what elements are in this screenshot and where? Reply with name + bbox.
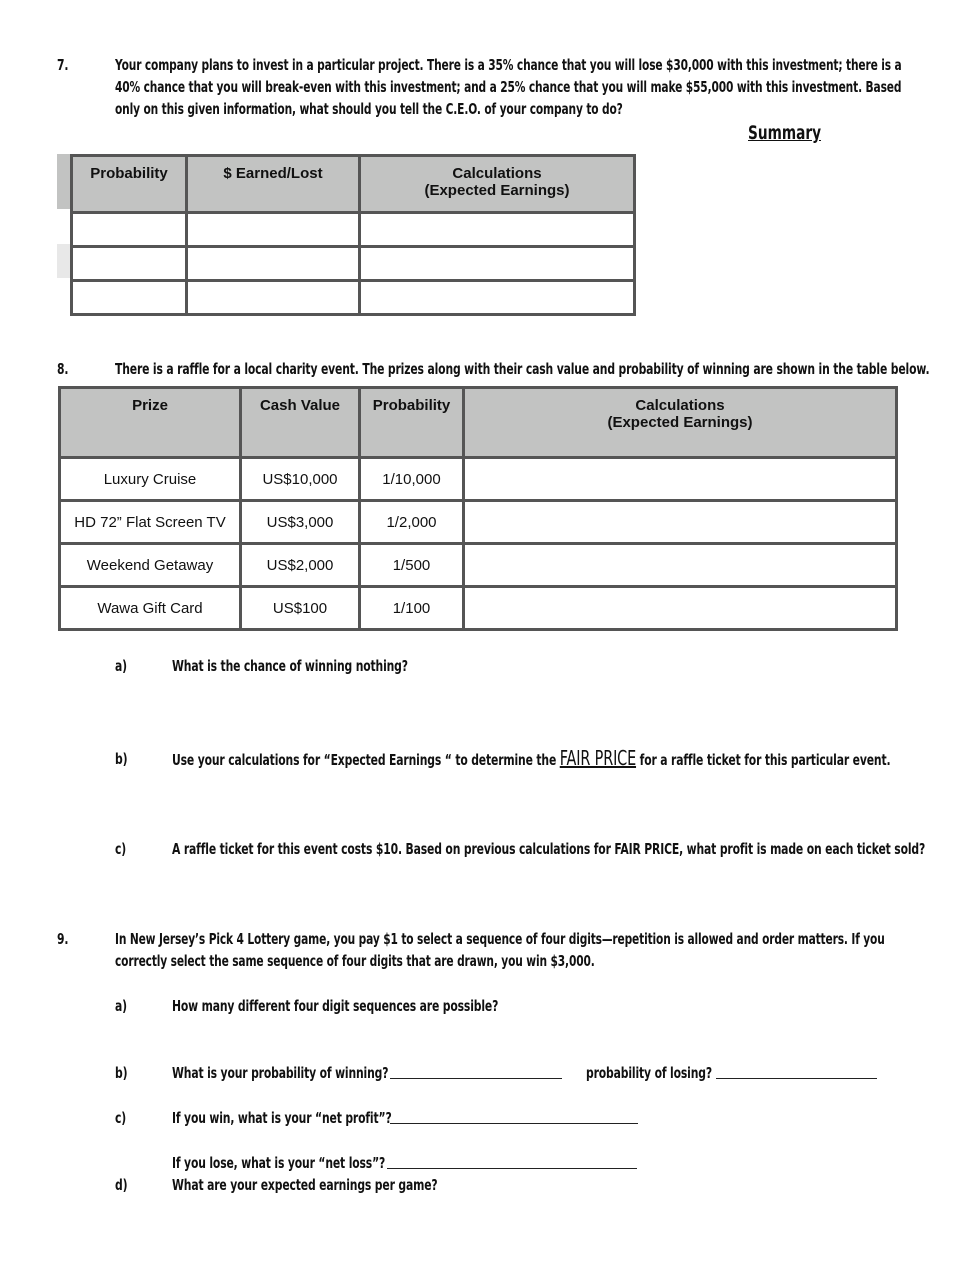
cell-cash-value: US$3,000: [241, 501, 360, 544]
q8b-text: [172, 746, 890, 770]
fair-price-emphasis: FAIR PRICE: [559, 746, 637, 770]
cell-probability: 1/10,000: [360, 458, 464, 501]
cell-calculations[interactable]: [360, 247, 635, 281]
q9b-label: b): [115, 1064, 128, 1082]
q9a-text: How many different four digit sequences are possible?: [172, 997, 499, 1015]
losing-probability-blank[interactable]: [716, 1066, 877, 1079]
question-7-text: [115, 54, 925, 120]
header-cash-value: Cash Value: [241, 388, 360, 458]
header-calculations: Calculations (Expected Earnings): [464, 388, 897, 458]
q9d-label: d): [115, 1176, 128, 1194]
table-row: [60, 544, 897, 587]
cell-cash-value: US$2,000: [241, 544, 360, 587]
q8c-label: c): [115, 840, 127, 858]
q9c-text2: If you lose, what is your “net loss”?: [172, 1154, 386, 1172]
question-9-number: 9.: [57, 930, 69, 948]
q8b-label: b): [115, 750, 128, 768]
header-calculations: Calculations (Expected Earnings): [360, 156, 635, 213]
table-row: [60, 587, 897, 630]
table-row: [72, 247, 635, 281]
cell-calculations[interactable]: [360, 281, 635, 315]
cell-probability: 1/2,000: [360, 501, 464, 544]
cell-earned-lost[interactable]: [187, 281, 360, 315]
cell-calculations[interactable]: [464, 587, 897, 630]
table-header-row: [72, 156, 635, 213]
cell-cash-value: US$100: [241, 587, 360, 630]
q8c-text: A raffle ticket for this event costs $10. Based on previous calculations for FAIR PRICE, what profit is made on each ticket sold?: [172, 840, 926, 858]
q9d-text: What are your expected earnings per game?: [172, 1176, 438, 1194]
table-row: [60, 501, 897, 544]
cell-calculations[interactable]: [360, 213, 635, 247]
summary-heading: Summary: [748, 122, 822, 144]
header-probability: Probability: [360, 388, 464, 458]
table-row: [60, 458, 897, 501]
winning-probability-blank[interactable]: [390, 1066, 562, 1079]
raffle-prize-table: [58, 386, 898, 631]
question-7-text-body: Your company plans to invest in a particular project. There is a 35% chance that you will lose $30,000 with this investment; there is a 40% chance that you will break-even with this investment; and a 25% chance that you will make $55,000 with this investment. Based only on this given information, what should you tell the C.E.O. of your company to do?: [115, 56, 902, 118]
cell-prize: Wawa Gift Card: [60, 587, 241, 630]
cell-cash-value: US$10,000: [241, 458, 360, 501]
cell-probability: 1/500: [360, 544, 464, 587]
q8a-text: What is the chance of winning nothing?: [172, 657, 408, 675]
q8a-label: a): [115, 657, 127, 675]
table-1-row-strip: [57, 244, 71, 278]
table-row: [72, 281, 635, 315]
cell-calculations[interactable]: [464, 544, 897, 587]
q8b-text-before: Use your calculations for “Expected Earnings “ to determine the: [172, 751, 560, 769]
q9c-text: If you win, what is your “net profit”?: [172, 1109, 392, 1127]
question-7-number: 7.: [57, 56, 69, 74]
expected-earnings-table-7: [70, 154, 636, 316]
cell-earned-lost[interactable]: [187, 213, 360, 247]
cell-earned-lost[interactable]: [187, 247, 360, 281]
q9b-text: What is your probability of winning?: [172, 1064, 389, 1082]
question-9-text-body: In New Jersey’s Pick 4 Lottery game, you pay $1 to select a sequence of four digits—repetition is allowed and order matters. If you correctly select the same sequence of four digits that are drawn, you win $3,000.: [115, 930, 885, 970]
cell-calculations[interactable]: [464, 458, 897, 501]
cell-prize: HD 72” Flat Screen TV: [60, 501, 241, 544]
q9a-label: a): [115, 997, 127, 1015]
cell-probability[interactable]: [72, 281, 187, 315]
question-8-text: There is a raffle for a local charity event. The prizes along with their cash value and probability of winning are shown in the table below.: [115, 360, 930, 378]
table-row: [72, 213, 635, 247]
cell-prize: Weekend Getaway: [60, 544, 241, 587]
header-prize: Prize: [60, 388, 241, 458]
cell-probability: 1/100: [360, 587, 464, 630]
question-9-text: [115, 928, 925, 972]
net-loss-blank[interactable]: [387, 1156, 637, 1169]
q8b-text-after: for a raffle ticket for this particular event.: [636, 751, 891, 769]
cell-prize: Luxury Cruise: [60, 458, 241, 501]
header-probability: Probability: [72, 156, 187, 213]
cell-probability[interactable]: [72, 213, 187, 247]
table-1-header-strip: [57, 154, 71, 209]
q9c-label: c): [115, 1109, 127, 1127]
table-header-row: [60, 388, 897, 458]
cell-probability[interactable]: [72, 247, 187, 281]
question-8-number: 8.: [57, 360, 69, 378]
q9b-text2: probability of losing?: [586, 1064, 712, 1082]
cell-calculations[interactable]: [464, 501, 897, 544]
net-profit-blank[interactable]: [390, 1111, 638, 1124]
header-earned-lost: $ Earned/Lost: [187, 156, 360, 213]
